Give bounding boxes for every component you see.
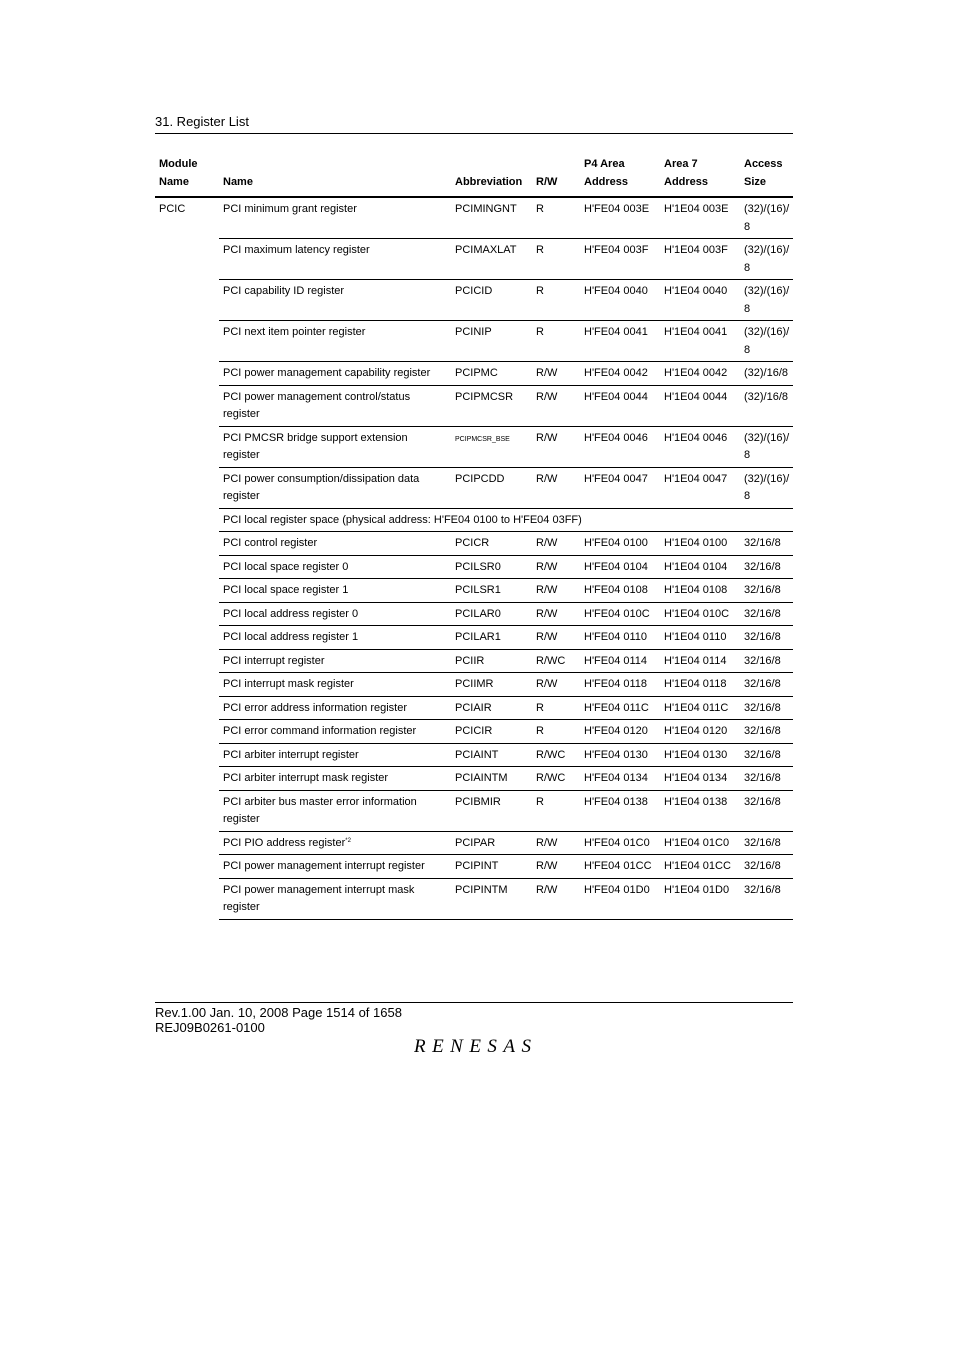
area7-address-cell: H'1E04 01C0 [660, 831, 740, 855]
access-size-cell: (32)/(16)/ 8 [740, 280, 793, 321]
abbreviation-cell: PCIPINT [451, 855, 532, 879]
table-row [155, 362, 793, 386]
name-cell: PCI local address register 0 [219, 602, 451, 626]
register-table [155, 155, 793, 920]
name-cell: PCI power management interrupt mask register [219, 878, 451, 919]
abbreviation-cell: PCIBMIR [451, 790, 532, 831]
p4-address-cell: H'FE04 0041 [580, 321, 660, 362]
access-size-cell: 32/16/8 [740, 602, 793, 626]
table-row [155, 280, 793, 321]
p4-address-cell: H'FE04 0100 [580, 532, 660, 556]
rw-cell: R/W [532, 385, 580, 426]
access-size-cell: 32/16/8 [740, 767, 793, 791]
module-cell [155, 362, 219, 386]
col-module: Module Name [155, 155, 219, 197]
access-size-cell: 32/16/8 [740, 532, 793, 556]
area7-address-cell: H'1E04 01CC [660, 855, 740, 879]
area7-address-cell: H'1E04 0040 [660, 280, 740, 321]
rw-cell: R/W [532, 532, 580, 556]
header-rule [155, 133, 793, 134]
area7-address-cell: H'1E04 01D0 [660, 878, 740, 919]
p4-address-cell: H'FE04 0047 [580, 467, 660, 508]
access-size-cell: (32)/16/8 [740, 385, 793, 426]
abbreviation-cell: PCIPINTM [451, 878, 532, 919]
col-p4-address: P4 Area Address [580, 155, 660, 197]
table-body [155, 197, 793, 919]
abbreviation-cell: PCIPMCSR [451, 385, 532, 426]
abbreviation-cell: PCINIP [451, 321, 532, 362]
rw-cell: R/WC [532, 743, 580, 767]
abbreviation-cell: PCIPAR [451, 831, 532, 855]
rw-cell: R [532, 197, 580, 239]
col-name: Name [219, 155, 451, 197]
rw-cell: R/W [532, 878, 580, 919]
register-name: PCI PIO address register [223, 836, 346, 849]
rw-cell: R/W [532, 626, 580, 650]
module-cell [155, 855, 219, 879]
abbreviation-text: PCIPMCSR_BSE [455, 435, 510, 443]
area7-address-cell: H'1E04 0110 [660, 626, 740, 650]
rw-cell: R/WC [532, 767, 580, 791]
area7-address-cell: H'1E04 003E [660, 197, 740, 239]
abbreviation-cell: PCILSR0 [451, 555, 532, 579]
table-row [155, 579, 793, 603]
abbreviation-cell: PCILAR0 [451, 602, 532, 626]
col-abbreviation: Abbreviation [451, 155, 532, 197]
name-cell: PCI arbiter interrupt register [219, 743, 451, 767]
access-size-cell: 32/16/8 [740, 649, 793, 673]
module-cell [155, 602, 219, 626]
table-row [155, 878, 793, 919]
rw-cell: R/W [532, 831, 580, 855]
module-cell [155, 555, 219, 579]
module-cell: PCIC [159, 203, 186, 215]
abbreviation-cell: PCIAINTM [451, 767, 532, 791]
abbreviation-cell: PCIIMR [451, 673, 532, 697]
name-cell: PCI power management control/status register [219, 385, 451, 426]
name-cell: PCI error address information register [219, 696, 451, 720]
rw-cell: R/W [532, 855, 580, 879]
area7-address-cell: H'1E04 010C [660, 602, 740, 626]
access-size-cell: 32/16/8 [740, 673, 793, 697]
name-cell: PCI interrupt register [219, 649, 451, 673]
p4-address-cell: H'FE04 003F [580, 239, 660, 280]
rw-cell: R [532, 720, 580, 744]
name-cell: PCI local space register 1 [219, 579, 451, 603]
module-cell [155, 743, 219, 767]
name-cell: PCI interrupt mask register [219, 673, 451, 697]
area7-address-cell: H'1E04 003F [660, 239, 740, 280]
p4-address-cell: H'FE04 0108 [580, 579, 660, 603]
table-row [155, 239, 793, 280]
area7-address-cell: H'1E04 0138 [660, 790, 740, 831]
abbreviation-cell: PCICR [451, 532, 532, 556]
name-cell: PCI maximum latency register [219, 239, 451, 280]
area7-address-cell: H'1E04 0047 [660, 467, 740, 508]
name-cell: PCI capability ID register [219, 280, 451, 321]
name-cell: PCI arbiter interrupt mask register [219, 767, 451, 791]
p4-address-cell: H'FE04 0138 [580, 790, 660, 831]
table-row [155, 467, 793, 508]
access-size-cell: 32/16/8 [740, 696, 793, 720]
access-size-cell: (32)/(16)/ 8 [740, 197, 793, 239]
col-rw: R/W [532, 155, 580, 197]
table-row [155, 508, 793, 532]
module-cell [155, 696, 219, 720]
access-size-cell: (32)/(16)/ 8 [740, 321, 793, 362]
area7-address-cell: H'1E04 0120 [660, 720, 740, 744]
p4-address-cell: H'FE04 003E [580, 197, 660, 239]
name-cell: PCI PMCSR bridge support extension register [219, 426, 451, 467]
name-cell: PCI local address register 1 [219, 626, 451, 650]
area7-address-cell: H'1E04 0104 [660, 555, 740, 579]
svg-text:RENESAS: RENESAS [414, 1036, 532, 1056]
rw-cell: R/WC [532, 649, 580, 673]
area7-address-cell: H'1E04 0134 [660, 767, 740, 791]
table-row [155, 673, 793, 697]
access-size-cell: 32/16/8 [740, 720, 793, 744]
access-size-cell: 32/16/8 [740, 626, 793, 650]
abbreviation-cell: PCIPMC [451, 362, 532, 386]
module-cell [155, 321, 219, 362]
module-cell [155, 790, 219, 831]
rw-cell: R [532, 239, 580, 280]
module-cell [155, 280, 219, 321]
area7-address-cell: H'1E04 0118 [660, 673, 740, 697]
p4-address-cell: H'FE04 0120 [580, 720, 660, 744]
table-row [155, 696, 793, 720]
rw-cell: R/W [532, 602, 580, 626]
name-cell [219, 831, 451, 855]
area7-address-cell: H'1E04 0044 [660, 385, 740, 426]
abbreviation-cell: PCILAR1 [451, 626, 532, 650]
access-size-cell: 32/16/8 [740, 790, 793, 831]
rw-cell: R [532, 790, 580, 831]
abbreviation-cell: PCICID [451, 280, 532, 321]
p4-address-cell: H'FE04 0104 [580, 555, 660, 579]
name-cell: PCI local space register 0 [219, 555, 451, 579]
access-size-cell: (32)/16/8 [740, 362, 793, 386]
module-cell [155, 878, 219, 919]
name-cell: PCI error command information register [219, 720, 451, 744]
rw-cell: R/W [532, 579, 580, 603]
module-cell [155, 626, 219, 650]
table-row [155, 626, 793, 650]
table-row [155, 385, 793, 426]
abbreviation-cell: PCIAIR [451, 696, 532, 720]
name-cell: PCI power management capability register [219, 362, 451, 386]
rw-cell: R/W [532, 362, 580, 386]
table-row [155, 426, 793, 467]
table-row [155, 602, 793, 626]
footer-rule [155, 1002, 793, 1003]
module-cell [155, 767, 219, 791]
module-cell [155, 508, 219, 532]
p4-address-cell: H'FE04 01C0 [580, 831, 660, 855]
access-size-cell: (32)/(16)/ 8 [740, 426, 793, 467]
rw-cell: R [532, 321, 580, 362]
access-size-cell: 32/16/8 [740, 855, 793, 879]
table-row [155, 197, 793, 239]
table-row [155, 555, 793, 579]
access-size-cell: (32)/(16)/ 8 [740, 467, 793, 508]
module-cell [155, 831, 219, 855]
area7-address-cell: H'1E04 0114 [660, 649, 740, 673]
area7-address-cell: H'1E04 0041 [660, 321, 740, 362]
rw-cell: R [532, 696, 580, 720]
module-cell [155, 649, 219, 673]
rw-cell: R [532, 280, 580, 321]
module-cell [155, 532, 219, 556]
table-row [155, 831, 793, 855]
table-row [155, 790, 793, 831]
rw-cell: R/W [532, 426, 580, 467]
abbreviation-cell: PCICIR [451, 720, 532, 744]
table-row [155, 649, 793, 673]
table-row [155, 743, 793, 767]
name-cell: PCI power management interrupt register [219, 855, 451, 879]
table-row [155, 720, 793, 744]
p4-address-cell: H'FE04 01D0 [580, 878, 660, 919]
footnote-marker: *2 [345, 837, 351, 844]
p4-address-cell: H'FE04 010C [580, 602, 660, 626]
name-cell: PCI arbiter bus master error information register [219, 790, 451, 831]
abbreviation-cell: PCIAINT [451, 743, 532, 767]
access-size-cell: 32/16/8 [740, 878, 793, 919]
area7-address-cell: H'1E04 0108 [660, 579, 740, 603]
abbreviation-cell: PCILSR1 [451, 579, 532, 603]
abbreviation-cell [451, 426, 532, 467]
module-cell [155, 579, 219, 603]
p4-address-cell: H'FE04 0042 [580, 362, 660, 386]
p4-address-cell: H'FE04 0044 [580, 385, 660, 426]
abbreviation-cell: PCIIR [451, 649, 532, 673]
access-size-cell: 32/16/8 [740, 579, 793, 603]
module-cell [155, 720, 219, 744]
access-size-cell: 32/16/8 [740, 555, 793, 579]
name-cell: PCI minimum grant register [219, 197, 451, 239]
p4-address-cell: H'FE04 0046 [580, 426, 660, 467]
module-cell [155, 426, 219, 467]
p4-address-cell: H'FE04 0130 [580, 743, 660, 767]
footer-revision: Rev.1.00 Jan. 10, 2008 Page 1514 of 1658 [155, 1005, 402, 1020]
abbreviation-cell: PCIMAXLAT [451, 239, 532, 280]
access-size-cell: (32)/(16)/ 8 [740, 239, 793, 280]
col-access-size: Access Size [740, 155, 793, 197]
area7-address-cell: H'1E04 0130 [660, 743, 740, 767]
access-size-cell: 32/16/8 [740, 831, 793, 855]
module-cell [155, 385, 219, 426]
p4-address-cell: H'FE04 0040 [580, 280, 660, 321]
rw-cell: R/W [532, 467, 580, 508]
table-row [155, 855, 793, 879]
col-area7-address: Area 7 Address [660, 155, 740, 197]
table-row [155, 321, 793, 362]
renesas-logo [414, 1036, 534, 1061]
abbreviation-cell: PCIMINGNT [451, 197, 532, 239]
access-size-cell: 32/16/8 [740, 743, 793, 767]
module-cell [155, 239, 219, 280]
section-span-cell: PCI local register space (physical address: H'FE04 0100 to H'FE04 03FF) [219, 508, 793, 532]
module-cell [155, 673, 219, 697]
table-row [155, 767, 793, 791]
section-title: 31. Register List [155, 114, 249, 129]
name-cell: PCI control register [219, 532, 451, 556]
p4-address-cell: H'FE04 0134 [580, 767, 660, 791]
area7-address-cell: H'1E04 0042 [660, 362, 740, 386]
p4-address-cell: H'FE04 01CC [580, 855, 660, 879]
rw-cell: R/W [532, 555, 580, 579]
p4-address-cell: H'FE04 011C [580, 696, 660, 720]
p4-address-cell: H'FE04 0118 [580, 673, 660, 697]
footer-doc-number: REJ09B0261-0100 [155, 1020, 265, 1035]
area7-address-cell: H'1E04 0046 [660, 426, 740, 467]
rw-cell: R/W [532, 673, 580, 697]
name-cell: PCI power consumption/dissipation data register [219, 467, 451, 508]
area7-address-cell: H'1E04 011C [660, 696, 740, 720]
table-header-row [155, 155, 793, 197]
name-cell: PCI next item pointer register [219, 321, 451, 362]
table-row [155, 532, 793, 556]
p4-address-cell: H'FE04 0114 [580, 649, 660, 673]
module-cell [155, 467, 219, 508]
abbreviation-cell: PCIPCDD [451, 467, 532, 508]
area7-address-cell: H'1E04 0100 [660, 532, 740, 556]
p4-address-cell: H'FE04 0110 [580, 626, 660, 650]
